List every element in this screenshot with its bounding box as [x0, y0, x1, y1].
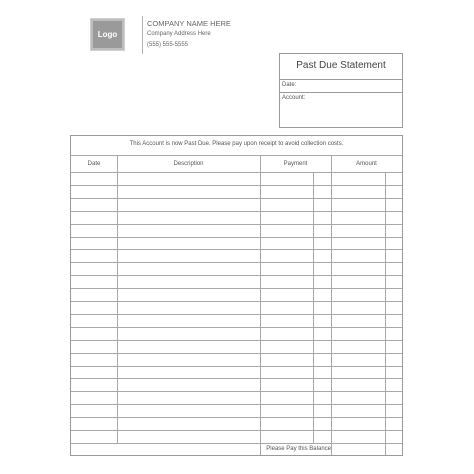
past-due-notice: This Account is now Past Due. Please pay upon receipt to avoid collection costs.: [129, 141, 344, 147]
company-address: Company Address Here: [147, 31, 211, 37]
company-name: COMPANY NAME HERE: [147, 19, 231, 28]
table-row: [71, 262, 402, 263]
cents-divider: [313, 172, 314, 443]
header-divider: [71, 172, 402, 173]
column-divider: [117, 155, 118, 443]
table-row: [71, 211, 402, 212]
balance-due-label: Please Pay this Balance: [266, 446, 331, 452]
table-row: [71, 353, 402, 354]
column-header-amount: Amount: [356, 161, 377, 167]
notice-divider: [71, 155, 402, 156]
table-row: [71, 237, 402, 238]
statement-divider: [280, 92, 402, 93]
table-row: [71, 314, 402, 315]
table-row: [71, 404, 402, 405]
statement-info-box: [279, 53, 403, 128]
table-row: [71, 185, 402, 186]
table-row: [71, 275, 402, 276]
column-header-description: Description: [173, 161, 204, 167]
column-divider: [260, 155, 261, 455]
statement-divider: [280, 79, 402, 80]
date-field-label: Date:: [282, 82, 297, 88]
table-row: [71, 378, 402, 379]
column-divider: [331, 155, 332, 455]
table-row: [71, 417, 402, 418]
table-row: [71, 366, 402, 367]
header-divider: [142, 16, 143, 54]
table-row: [71, 288, 402, 289]
table-row: [71, 224, 402, 225]
column-header-payment: Payment: [283, 161, 308, 167]
table-row: [71, 327, 402, 328]
statement-title: Past Due Statement: [296, 60, 386, 71]
company-phone: (555) 555-5555: [147, 42, 189, 48]
table-row: [71, 430, 402, 431]
table-bottom-divider: [71, 443, 402, 444]
logo-text: Logo: [97, 30, 118, 39]
table-row: [71, 391, 402, 392]
cents-divider: [385, 172, 386, 455]
table-row: [71, 301, 402, 302]
table-row: [71, 340, 402, 341]
column-header-date: Date: [87, 161, 101, 167]
account-field-label: Account:: [282, 95, 306, 101]
table-row: [71, 198, 402, 199]
transactions-table: [70, 135, 403, 456]
company-logo: [90, 18, 125, 51]
table-row: [71, 249, 402, 250]
